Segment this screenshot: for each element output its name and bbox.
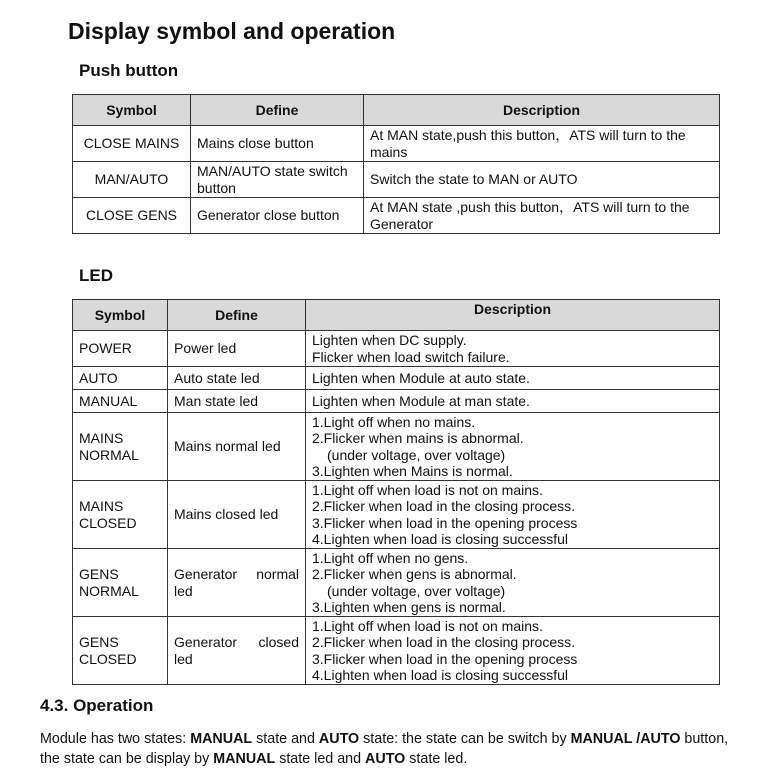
symbol-cell: [73, 413, 168, 481]
description-line: 2.Flicker when gens is abnormal.: [312, 566, 517, 582]
symbol-line: NORMAL: [79, 582, 139, 599]
description-line: 3.Lighten when gens is normal.: [312, 599, 506, 615]
paragraph-text: state: the state can be switch by: [359, 731, 571, 747]
table-row: [73, 549, 720, 617]
define-cell: Mains normal led: [168, 413, 306, 481]
description-line: Lighten when DC supply.: [312, 332, 467, 348]
symbol-line: GENS: [79, 566, 119, 582]
description-cell: At MAN state,push this button，ATS will turn to the mains: [364, 126, 720, 162]
description-cell: [306, 390, 720, 413]
description-cell: Switch the state to MAN or AUTO: [364, 162, 720, 198]
symbol-line: AUTO: [79, 369, 118, 386]
table-row: [73, 162, 720, 198]
define-cell: Generator close button: [191, 198, 364, 234]
description-line: 3.Flicker when load in the opening process: [312, 650, 578, 667]
symbol-cell: [73, 481, 168, 549]
symbol-line: MANUAL: [79, 392, 138, 409]
table-row: [73, 413, 720, 481]
paragraph-text: Module has two states:: [40, 731, 191, 747]
description-cell: [306, 367, 720, 390]
header-symbol: Symbol: [73, 95, 191, 126]
header-symbol: Symbol: [73, 300, 168, 331]
description-line: 1.Light off when load is not on mains.: [312, 617, 543, 634]
description-line: (under voltage, over voltage): [327, 446, 506, 463]
page-title: Display symbol and operation: [68, 18, 396, 44]
description-line: 3.Flicker when load in the opening process: [312, 514, 578, 531]
table-row: [73, 331, 720, 367]
table-header-row: [73, 95, 720, 126]
description-line: 2.Flicker when load in the closing process.: [312, 498, 576, 514]
paragraph-text: state and: [252, 731, 319, 747]
define-cell: Power led: [168, 331, 306, 367]
header-define: Define: [168, 300, 306, 331]
description-cell: [306, 617, 720, 685]
led-heading: LED: [79, 266, 113, 285]
symbol-cell: MAN/AUTO: [73, 162, 191, 198]
description-cell: [306, 549, 720, 617]
description-cell: [306, 413, 720, 481]
table-row: [73, 617, 720, 685]
description-line: Flicker when load switch failure.: [312, 348, 510, 365]
symbol-line: POWER: [79, 340, 132, 357]
led-table: [72, 299, 720, 685]
define-cell: Generator closed led: [168, 617, 306, 685]
define-cell: Mains close button: [191, 126, 364, 162]
table-row: [73, 390, 720, 413]
define-cell: Generator normal led: [168, 549, 306, 617]
define-cell: Auto state led: [168, 367, 306, 390]
description-line: 4.Lighten when load is closing successful: [312, 667, 569, 683]
description-line: 1.Light off when no gens.: [312, 549, 469, 566]
define-cell: MAN/AUTO state switch button: [191, 162, 364, 198]
description-line: (under voltage, over voltage): [327, 582, 506, 599]
description-line: Lighten when Module at man state.: [312, 392, 530, 409]
push-button-table: [72, 94, 720, 234]
table-header-row: [73, 300, 720, 331]
table-row: [73, 367, 720, 390]
symbol-cell: [73, 617, 168, 685]
description-cell: At MAN state ,push this button，ATS will turn to the Generator: [364, 198, 720, 234]
table-row: [73, 481, 720, 549]
symbol-line: MAINS: [79, 430, 124, 446]
description-line: 4.Lighten when load is closing successful: [312, 531, 569, 547]
operation-paragraph: [40, 729, 740, 769]
paragraph-bold: MANUAL /AUTO: [570, 731, 681, 747]
paragraph-text: state led and: [275, 751, 366, 767]
operation-heading: 4.3. Operation: [40, 696, 154, 715]
paragraph-text: button, the state can be display by: [40, 731, 729, 767]
define-cell: Man state led: [168, 390, 306, 413]
push-button-heading: Push button: [79, 61, 179, 80]
symbol-line: GENS: [79, 634, 119, 650]
paragraph-bold: AUTO: [318, 731, 360, 747]
paragraph-bold: AUTO: [365, 751, 406, 767]
symbol-cell: [73, 367, 168, 390]
symbol-line: NORMAL: [79, 446, 139, 463]
paragraph-text: state led.: [405, 751, 468, 767]
symbol-cell: CLOSE MAINS: [73, 126, 191, 162]
description-cell: [306, 331, 720, 367]
header-define: Define: [191, 95, 364, 126]
description-line: 3.Lighten when Mains is normal.: [312, 463, 513, 479]
symbol-cell: CLOSE GENS: [73, 198, 191, 234]
description-line: 1.Light off when no mains.: [312, 413, 476, 430]
define-cell: Mains closed led: [168, 481, 306, 549]
table-row: [73, 198, 720, 234]
symbol-line: CLOSED: [79, 514, 137, 531]
description-cell: [306, 481, 720, 549]
header-description: Description: [306, 300, 720, 331]
description-line: 2.Flicker when load in the closing process.: [312, 634, 576, 650]
header-description: Description: [364, 95, 720, 126]
table-row: [73, 126, 720, 162]
symbol-cell: [73, 390, 168, 413]
paragraph-bold: MANUAL: [213, 751, 276, 767]
paragraph-bold: MANUAL: [190, 731, 253, 747]
symbol-cell: [73, 331, 168, 367]
description-line: 2.Flicker when mains is abnormal.: [312, 430, 524, 446]
symbol-cell: [73, 549, 168, 617]
symbol-line: MAINS: [79, 498, 124, 514]
symbol-line: CLOSED: [79, 650, 137, 667]
description-line: 1.Light off when load is not on mains.: [312, 481, 543, 498]
description-line: Lighten when Module at auto state.: [312, 369, 530, 386]
